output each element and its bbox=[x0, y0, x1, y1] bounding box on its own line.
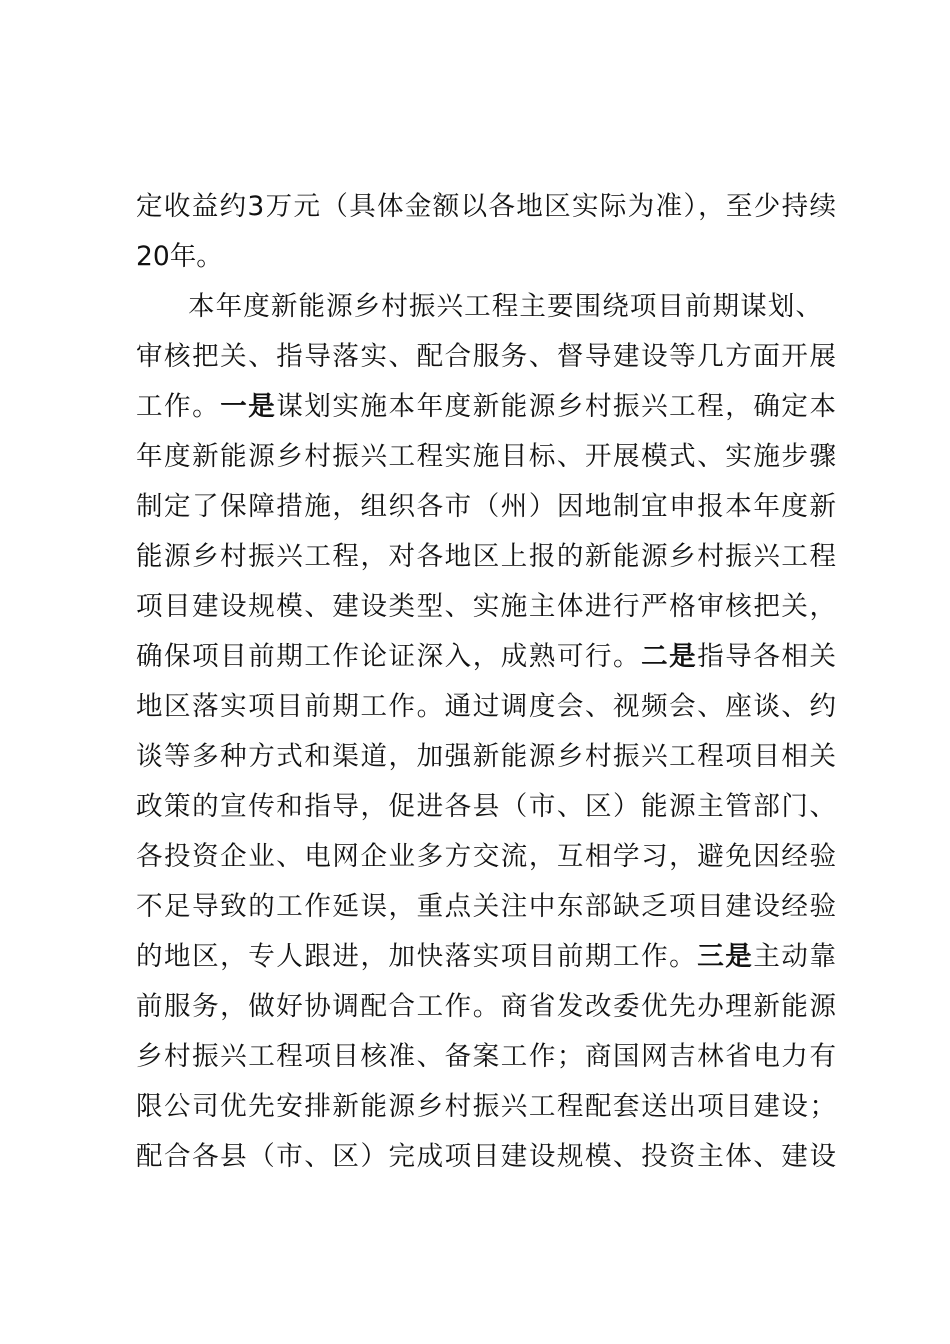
bold-marker: 二是 bbox=[641, 641, 698, 672]
text-line: 地区落实项目前期工作。通过调度会、视频会、座谈、约 bbox=[136, 691, 836, 722]
text-line: 20年。 bbox=[136, 241, 223, 272]
text-line bbox=[136, 637, 836, 677]
text-line: 各投资企业、电网企业多方交流，互相学习，避免因经验 bbox=[136, 841, 836, 872]
text-segment: 工作。 bbox=[136, 391, 221, 422]
bold-marker: 三是 bbox=[697, 941, 754, 972]
text-line: 不足导致的工作延误，重点关注中东部缺乏项目建设经验 bbox=[136, 891, 836, 922]
text-segment: 的地区，专人跟进，加快落实项目前期工作。 bbox=[136, 941, 698, 972]
text-segment: 主动靠 bbox=[753, 941, 836, 972]
text-segment: 谋划实施本年度新能源乡村振兴工程，确定本 bbox=[276, 391, 836, 422]
text-line: 限公司优先安排新能源乡村振兴工程配套送出项目建设； bbox=[136, 1091, 836, 1122]
text-segment: 确保项目前期工作论证深入，成熟可行。 bbox=[136, 641, 642, 672]
text-line: 前服务，做好协调配合工作。商省发改委优先办理新能源 bbox=[136, 991, 836, 1022]
text-line: 项目建设规模、建设类型、实施主体进行严格审核把关， bbox=[136, 591, 836, 622]
text-line: 审核把关、指导落实、配合服务、督导建设等几方面开展 bbox=[136, 341, 836, 372]
text-line: 年度新能源乡村振兴工程实施目标、开展模式、实施步骤 bbox=[136, 441, 836, 472]
text-line: 乡村振兴工程项目核准、备案工作；商国网吉林省电力有 bbox=[136, 1041, 836, 1072]
text-line: 谈等多种方式和渠道，加强新能源乡村振兴工程项目相关 bbox=[136, 741, 836, 772]
text-line: 配合各县（市、区）完成项目建设规模、投资主体、建设 bbox=[136, 1141, 836, 1172]
text-line: 政策的宣传和指导，促进各县（市、区）能源主管部门、 bbox=[136, 791, 836, 822]
text-line: 能源乡村振兴工程，对各地区上报的新能源乡村振兴工程 bbox=[136, 541, 836, 572]
bold-marker: 一是 bbox=[220, 391, 277, 422]
text-line: 定收益约3万元（具体金额以各地区实际为准），至少持续 bbox=[136, 191, 836, 222]
text-segment: 指导各相关 bbox=[697, 641, 836, 672]
text-line bbox=[136, 937, 836, 977]
paragraph-first-line: 本年度新能源乡村振兴工程主要围绕项目前期谋划、 bbox=[188, 291, 822, 322]
text-line bbox=[136, 387, 836, 427]
text-line: 制定了保障措施，组织各市（州）因地制宜申报本年度新 bbox=[136, 491, 836, 522]
